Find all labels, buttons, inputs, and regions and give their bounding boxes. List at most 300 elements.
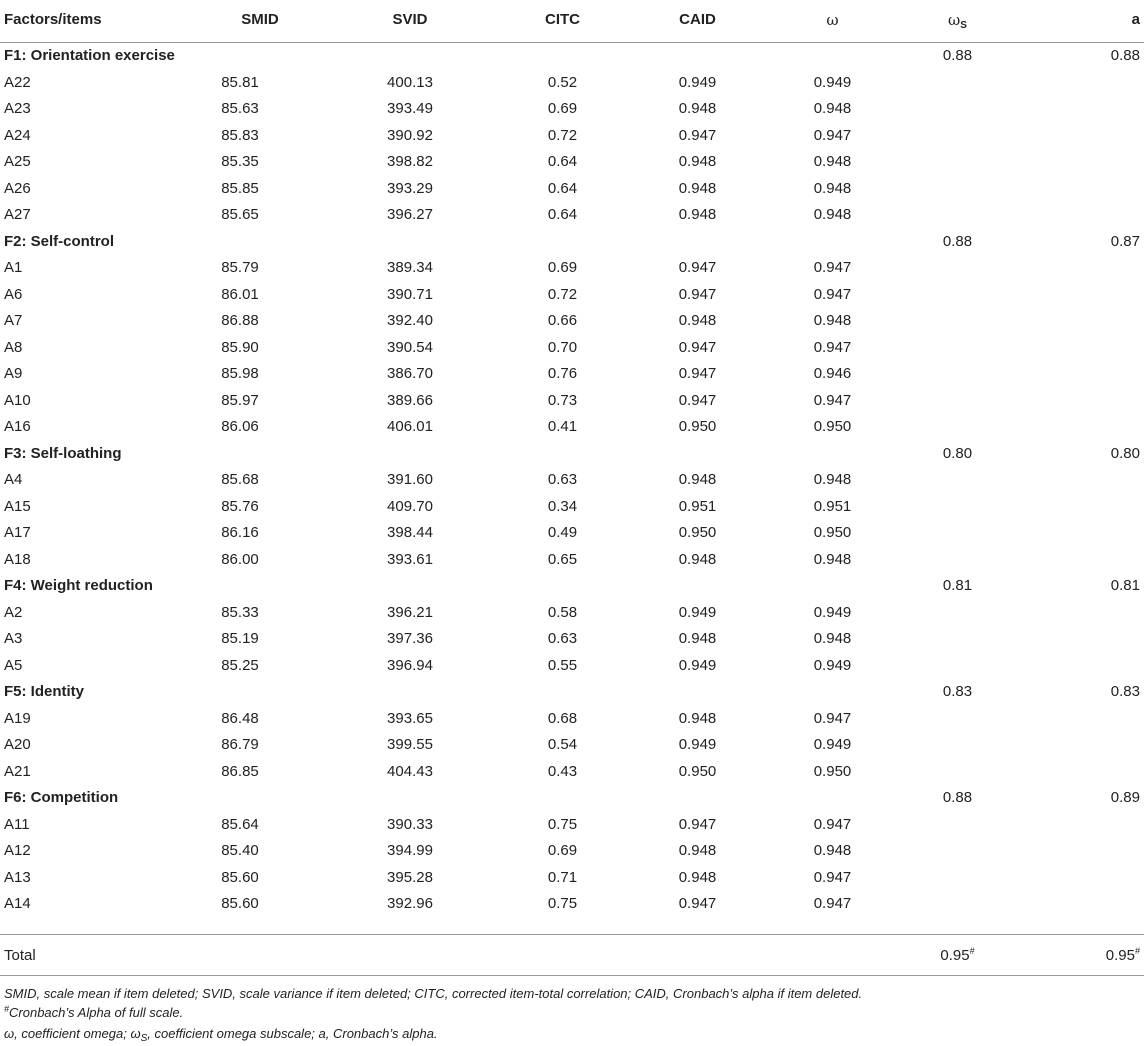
empty-cell xyxy=(500,573,625,600)
table-footnotes xyxy=(0,984,1144,1045)
cell-caid: 0.947 xyxy=(678,259,717,277)
cell-caid: 0.948 xyxy=(678,868,717,886)
cell-citc: 0.64 xyxy=(547,206,578,224)
cell-omega: 0.949 xyxy=(813,73,852,91)
cell-citc: 0.76 xyxy=(547,365,578,383)
empty-cell xyxy=(895,255,1020,282)
factor-alpha: 0.83 xyxy=(1110,683,1140,701)
cell-citc: 0.69 xyxy=(547,842,578,860)
empty-cell xyxy=(1020,96,1144,123)
empty-cell xyxy=(625,440,770,467)
cell-smid: 86.00 xyxy=(221,550,259,568)
cell-omega: 0.948 xyxy=(813,153,852,171)
factor-label: F5: Identity xyxy=(4,683,85,701)
empty-cell xyxy=(895,705,1020,732)
table-row xyxy=(0,864,1144,891)
empty-cell xyxy=(895,414,1020,441)
empty-cell xyxy=(1020,149,1144,176)
cell-svid: 394.99 xyxy=(387,842,433,860)
empty-cell xyxy=(895,864,1020,891)
cell-citc: 0.49 xyxy=(547,524,578,542)
empty-cell xyxy=(1020,255,1144,282)
empty-cell xyxy=(895,811,1020,838)
cell-caid: 0.950 xyxy=(678,418,717,436)
empty-cell xyxy=(1020,175,1144,202)
item-id: A8 xyxy=(4,338,23,356)
cell-citc: 0.64 xyxy=(547,179,578,197)
cell-citc: 0.64 xyxy=(547,153,578,171)
cell-omega: 0.949 xyxy=(813,656,852,674)
factor-label: F4: Weight reduction xyxy=(4,577,153,595)
empty-cell xyxy=(895,281,1020,308)
item-id: A4 xyxy=(4,471,23,489)
empty-cell xyxy=(1020,546,1144,573)
empty-cell xyxy=(200,573,320,600)
empty-cell xyxy=(320,917,500,935)
cell-svid: 397.36 xyxy=(387,630,433,648)
header-smid: SMID xyxy=(200,0,320,42)
cell-omega: 0.947 xyxy=(813,709,852,727)
empty-cell xyxy=(895,387,1020,414)
header-omega-s xyxy=(895,0,1020,42)
cell-omega: 0.946 xyxy=(813,365,852,383)
item-id: A16 xyxy=(4,418,31,436)
cell-smid: 85.40 xyxy=(221,842,259,860)
cell-omega: 0.947 xyxy=(813,391,852,409)
header-omega-s-sub: S xyxy=(960,20,967,31)
empty-cell xyxy=(770,917,895,935)
cell-omega: 0.947 xyxy=(813,815,852,833)
empty-cell xyxy=(1020,361,1144,388)
cell-omega: 0.948 xyxy=(813,471,852,489)
empty-cell xyxy=(200,42,320,69)
empty-cell xyxy=(1020,69,1144,96)
factor-label: F2: Self-control xyxy=(4,232,115,250)
cell-svid: 396.94 xyxy=(387,656,433,674)
cell-svid: 390.71 xyxy=(387,285,433,303)
cell-caid: 0.948 xyxy=(678,153,717,171)
total-omega-s-mark: # xyxy=(969,945,975,956)
cell-citc: 0.65 xyxy=(547,550,578,568)
factor-row xyxy=(0,42,1144,69)
cell-citc: 0.55 xyxy=(547,656,578,674)
factor-omega-s: 0.83 xyxy=(942,683,973,701)
empty-cell xyxy=(625,917,770,935)
empty-cell xyxy=(1020,917,1144,935)
item-id: A17 xyxy=(4,524,31,542)
empty-cell xyxy=(895,149,1020,176)
cell-svid: 398.82 xyxy=(387,153,433,171)
cell-smid: 86.16 xyxy=(221,524,259,542)
empty-cell xyxy=(895,96,1020,123)
empty-cell xyxy=(1020,520,1144,547)
empty-cell xyxy=(770,228,895,255)
cell-citc: 0.68 xyxy=(547,709,578,727)
table-row xyxy=(0,838,1144,865)
total-omega-s-cell xyxy=(895,935,1020,976)
empty-cell xyxy=(895,493,1020,520)
cell-citc: 0.75 xyxy=(547,815,578,833)
empty-cell xyxy=(895,626,1020,653)
cell-smid: 85.63 xyxy=(221,100,259,118)
cell-smid: 85.81 xyxy=(221,73,259,91)
cell-smid: 86.01 xyxy=(221,285,259,303)
item-id: A21 xyxy=(4,762,31,780)
cell-caid: 0.950 xyxy=(678,524,717,542)
cell-citc: 0.69 xyxy=(547,100,578,118)
cell-citc: 0.69 xyxy=(547,259,578,277)
empty-cell xyxy=(1020,467,1144,494)
cell-caid: 0.948 xyxy=(678,312,717,330)
empty-cell xyxy=(1020,281,1144,308)
table-row xyxy=(0,202,1144,229)
cell-citc: 0.72 xyxy=(547,285,578,303)
cell-svid: 390.54 xyxy=(387,338,433,356)
cell-svid: 391.60 xyxy=(387,471,433,489)
table-row xyxy=(0,122,1144,149)
cell-smid: 86.48 xyxy=(221,709,259,727)
cell-omega: 0.948 xyxy=(813,312,852,330)
factor-label: F3: Self-loathing xyxy=(4,444,122,462)
empty-cell xyxy=(1020,387,1144,414)
table-row xyxy=(0,414,1144,441)
table-row xyxy=(0,334,1144,361)
cell-omega: 0.947 xyxy=(813,259,852,277)
cell-smid: 85.25 xyxy=(221,656,259,674)
cell-svid: 400.13 xyxy=(387,73,433,91)
footnote-omega-sub: S xyxy=(140,1033,148,1044)
empty-cell xyxy=(1020,599,1144,626)
table-row xyxy=(0,626,1144,653)
factor-label: F6: Competition xyxy=(4,789,119,807)
footnote-full-scale-text: Cronbach’s Alpha of full scale. xyxy=(9,1005,184,1020)
item-id: A11 xyxy=(4,815,30,833)
item-id: A12 xyxy=(4,842,31,860)
empty-cell xyxy=(895,838,1020,865)
empty-cell xyxy=(895,520,1020,547)
item-id: A22 xyxy=(4,73,31,91)
cell-citc: 0.66 xyxy=(547,312,578,330)
item-id: A18 xyxy=(4,550,31,568)
empty-cell xyxy=(895,758,1020,785)
table-row xyxy=(0,652,1144,679)
header-omega-s-base: ω xyxy=(948,11,961,29)
item-id: A3 xyxy=(4,630,23,648)
item-id: A2 xyxy=(4,603,23,621)
empty-cell xyxy=(770,679,895,706)
cell-caid: 0.947 xyxy=(678,895,717,913)
item-id: A13 xyxy=(4,868,31,886)
cell-svid: 386.70 xyxy=(387,365,433,383)
empty-cell xyxy=(895,122,1020,149)
table-row xyxy=(0,361,1144,388)
empty-cell xyxy=(625,935,770,976)
factor-row xyxy=(0,440,1144,467)
factor-omega-s: 0.88 xyxy=(942,789,973,807)
empty-cell xyxy=(895,546,1020,573)
cell-smid: 85.60 xyxy=(221,895,259,913)
cell-omega: 0.947 xyxy=(813,285,852,303)
cell-smid: 85.68 xyxy=(221,471,259,489)
cell-smid: 85.98 xyxy=(221,365,259,383)
footnote-omega xyxy=(4,1024,1144,1045)
item-id: A15 xyxy=(4,497,31,515)
cell-smid: 85.64 xyxy=(221,815,259,833)
cell-smid: 86.88 xyxy=(221,312,259,330)
item-id: A9 xyxy=(4,365,23,383)
table-row xyxy=(0,546,1144,573)
cell-omega: 0.948 xyxy=(813,100,852,118)
table-row xyxy=(0,732,1144,759)
empty-cell xyxy=(200,228,320,255)
cell-caid: 0.949 xyxy=(678,73,717,91)
empty-cell xyxy=(895,467,1020,494)
table-row xyxy=(0,308,1144,335)
factor-alpha: 0.81 xyxy=(1110,577,1140,595)
factor-row xyxy=(0,679,1144,706)
empty-cell xyxy=(1020,493,1144,520)
cell-caid: 0.948 xyxy=(678,179,717,197)
empty-cell xyxy=(320,935,500,976)
cell-omega: 0.948 xyxy=(813,206,852,224)
cell-caid: 0.947 xyxy=(678,815,717,833)
cell-citc: 0.70 xyxy=(547,338,578,356)
cell-citc: 0.71 xyxy=(547,868,578,886)
cell-omega: 0.949 xyxy=(813,603,852,621)
header-row xyxy=(0,0,1144,42)
empty-cell xyxy=(895,334,1020,361)
empty-cell xyxy=(895,917,1020,935)
cell-citc: 0.63 xyxy=(547,630,578,648)
empty-cell xyxy=(500,679,625,706)
cell-omega: 0.948 xyxy=(813,842,852,860)
empty-cell xyxy=(200,935,320,976)
cell-omega: 0.950 xyxy=(813,418,852,436)
empty-cell xyxy=(500,935,625,976)
empty-cell xyxy=(320,679,500,706)
cell-caid: 0.949 xyxy=(678,656,717,674)
cell-caid: 0.947 xyxy=(678,126,717,144)
empty-cell xyxy=(1020,705,1144,732)
cell-smid: 86.79 xyxy=(221,736,259,754)
cell-omega: 0.948 xyxy=(813,179,852,197)
cell-citc: 0.54 xyxy=(547,736,578,754)
table-row xyxy=(0,599,1144,626)
header-svid: SVID xyxy=(320,0,500,42)
cell-caid: 0.948 xyxy=(678,842,717,860)
cell-caid: 0.948 xyxy=(678,550,717,568)
cell-smid: 85.83 xyxy=(221,126,259,144)
cell-citc: 0.73 xyxy=(547,391,578,409)
empty-cell xyxy=(200,917,320,935)
table-body xyxy=(0,42,1144,976)
factor-omega-s: 0.88 xyxy=(942,232,973,250)
item-id: A27 xyxy=(4,206,31,224)
empty-cell xyxy=(895,202,1020,229)
cell-caid: 0.947 xyxy=(678,285,717,303)
footnote-abbreviations: SMID, scale mean if item deleted; SVID, scale variance if item deleted; CITC, corrected item-total correlation; CAID, Cronbach’s alpha if item deleted. xyxy=(4,986,863,1001)
table-row xyxy=(0,149,1144,176)
cell-caid: 0.948 xyxy=(678,630,717,648)
total-label: Total xyxy=(0,935,200,976)
empty-cell xyxy=(1020,838,1144,865)
empty-cell xyxy=(1020,626,1144,653)
empty-cell xyxy=(770,440,895,467)
factor-omega-s: 0.88 xyxy=(942,47,973,65)
item-id: A26 xyxy=(4,179,31,197)
empty-cell xyxy=(1020,414,1144,441)
empty-cell xyxy=(1020,864,1144,891)
cell-caid: 0.947 xyxy=(678,338,717,356)
cell-caid: 0.948 xyxy=(678,709,717,727)
cell-omega: 0.950 xyxy=(813,524,852,542)
cell-svid: 392.96 xyxy=(387,895,433,913)
empty-cell xyxy=(320,42,500,69)
empty-cell xyxy=(200,440,320,467)
factor-alpha: 0.89 xyxy=(1110,789,1140,807)
footnote-omega-a: ω, coefficient omega; ω xyxy=(4,1026,141,1041)
factor-label: F1: Orientation exercise xyxy=(4,47,175,65)
empty-cell xyxy=(625,785,770,812)
cell-svid: 409.70 xyxy=(387,497,433,515)
empty-cell xyxy=(895,599,1020,626)
table-row xyxy=(0,69,1144,96)
table-row xyxy=(0,705,1144,732)
cell-omega: 0.949 xyxy=(813,736,852,754)
cell-svid: 399.55 xyxy=(387,736,433,754)
total-alpha-cell xyxy=(1020,935,1144,976)
cell-citc: 0.34 xyxy=(547,497,578,515)
cell-smid: 85.76 xyxy=(221,497,259,515)
header-citc: CITC xyxy=(500,0,625,42)
footnote-omega-b: , coefficient omega subscale; a, Cronbach’s alpha. xyxy=(147,1026,438,1041)
empty-cell xyxy=(895,891,1020,918)
empty-cell xyxy=(1020,652,1144,679)
cell-svid: 393.65 xyxy=(387,709,433,727)
empty-cell xyxy=(500,917,625,935)
empty-cell xyxy=(1020,122,1144,149)
total-omega-s: 0.95 xyxy=(940,946,970,964)
cell-svid: 390.92 xyxy=(387,126,433,144)
cell-omega: 0.948 xyxy=(813,550,852,568)
table-row xyxy=(0,758,1144,785)
table-row xyxy=(0,891,1144,918)
item-id: A1 xyxy=(4,259,23,277)
cell-svid: 390.33 xyxy=(387,815,433,833)
cell-caid: 0.949 xyxy=(678,603,717,621)
table-row xyxy=(0,96,1144,123)
table-row xyxy=(0,467,1144,494)
cell-svid: 396.27 xyxy=(387,206,433,224)
item-id: A5 xyxy=(4,656,23,674)
empty-cell xyxy=(625,573,770,600)
empty-cell xyxy=(625,679,770,706)
factor-alpha: 0.80 xyxy=(1110,444,1140,462)
empty-cell xyxy=(625,228,770,255)
header-caid: CAID xyxy=(625,0,770,42)
empty-cell xyxy=(500,440,625,467)
cell-svid: 396.21 xyxy=(387,603,433,621)
header-alpha: a xyxy=(1020,0,1144,42)
table-row xyxy=(0,255,1144,282)
cell-caid: 0.948 xyxy=(678,100,717,118)
cell-smid: 85.60 xyxy=(221,868,259,886)
total-alpha-mark: # xyxy=(1134,945,1140,956)
empty-cell xyxy=(895,732,1020,759)
cell-smid: 85.85 xyxy=(221,179,259,197)
empty-cell xyxy=(200,785,320,812)
separator-row xyxy=(0,917,1144,935)
empty-cell xyxy=(1020,334,1144,361)
header-factors: Factors/items xyxy=(0,0,200,42)
header-omega: ω xyxy=(770,0,895,42)
cell-svid: 398.44 xyxy=(387,524,433,542)
empty-cell xyxy=(500,785,625,812)
cell-caid: 0.950 xyxy=(678,762,717,780)
cell-svid: 393.61 xyxy=(387,550,433,568)
item-id: A7 xyxy=(4,312,23,330)
cell-caid: 0.951 xyxy=(678,497,717,515)
cell-smid: 86.85 xyxy=(221,762,259,780)
cell-smid: 85.19 xyxy=(221,630,259,648)
empty-cell xyxy=(1020,758,1144,785)
cell-omega: 0.947 xyxy=(813,126,852,144)
empty-cell xyxy=(320,573,500,600)
footnote-full-scale xyxy=(4,1003,1144,1024)
item-id: A6 xyxy=(4,285,23,303)
empty-cell xyxy=(895,652,1020,679)
factor-row xyxy=(0,785,1144,812)
factor-row xyxy=(0,228,1144,255)
empty-cell xyxy=(895,69,1020,96)
empty-cell xyxy=(320,785,500,812)
empty-cell xyxy=(1020,308,1144,335)
cell-smid: 85.33 xyxy=(221,603,259,621)
cell-omega: 0.947 xyxy=(813,868,852,886)
cell-smid: 85.97 xyxy=(221,391,259,409)
item-id: A24 xyxy=(4,126,31,144)
cell-svid: 395.28 xyxy=(387,868,433,886)
cell-smid: 86.06 xyxy=(221,418,259,436)
footnote-mark: # xyxy=(4,1004,10,1014)
table-row xyxy=(0,520,1144,547)
cell-svid: 393.49 xyxy=(387,100,433,118)
cell-svid: 389.34 xyxy=(387,259,433,277)
table-row xyxy=(0,811,1144,838)
cell-omega: 0.948 xyxy=(813,630,852,648)
empty-cell xyxy=(895,175,1020,202)
empty-cell xyxy=(320,228,500,255)
empty-cell xyxy=(1020,891,1144,918)
factor-omega-s: 0.80 xyxy=(942,444,973,462)
cell-citc: 0.63 xyxy=(547,471,578,489)
cell-citc: 0.43 xyxy=(547,762,578,780)
empty-cell xyxy=(1020,202,1144,229)
cell-citc: 0.58 xyxy=(547,603,578,621)
item-id: A20 xyxy=(4,736,31,754)
total-row xyxy=(0,935,1144,976)
cell-svid: 404.43 xyxy=(387,762,433,780)
cell-citc: 0.41 xyxy=(547,418,578,436)
empty-cell xyxy=(895,308,1020,335)
cell-citc: 0.52 xyxy=(547,73,578,91)
cell-caid: 0.947 xyxy=(678,365,717,383)
empty-cell xyxy=(1020,811,1144,838)
empty-cell xyxy=(770,42,895,69)
total-alpha: 0.95 xyxy=(1105,946,1135,964)
cell-caid: 0.947 xyxy=(678,391,717,409)
cell-omega: 0.947 xyxy=(813,895,852,913)
